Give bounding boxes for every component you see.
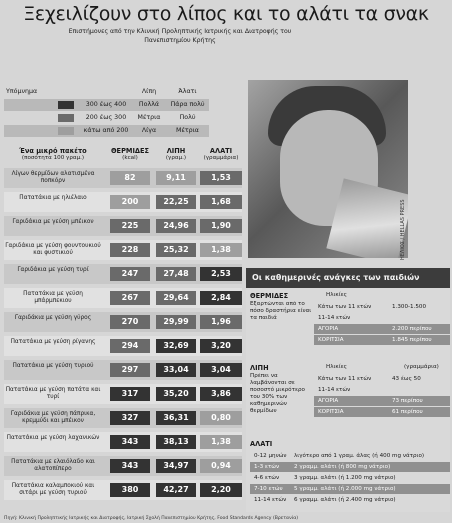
header-salt-title: ΑΛΑΤΙ <box>209 147 233 155</box>
table-row <box>4 360 242 380</box>
needs-line-label: ΑΓΟΡΙΑ <box>318 326 339 332</box>
needs-calories-line <box>314 324 450 334</box>
snack-name: Λίγων θερμίδων αλατισμένα ποπκόρν <box>11 171 95 184</box>
fat-value: 29,99 <box>156 315 196 329</box>
needs-salt-title: ΑΛΑΤΙ <box>250 440 273 448</box>
needs-line-value: 6 γραμμ. αλάτι (ή 2.400 mg νάτριο) <box>294 497 396 503</box>
legend-salt-header: Άλατι <box>178 88 197 95</box>
fat-value: 35,20 <box>156 387 196 401</box>
needs-line-label: ΑΓΟΡΙΑ <box>318 398 339 404</box>
legend-fat-header: Λίπη <box>141 88 157 95</box>
calories-value: 343 <box>110 459 150 473</box>
table-row <box>4 288 242 308</box>
calories-value: 270 <box>110 315 150 329</box>
needs-line-value: 73 περίπου <box>392 398 423 404</box>
header-item <box>4 144 102 166</box>
needs-line-value: 2 γραμμ. αλάτι (ή 800 mg νάτριο) <box>294 464 391 470</box>
needs-line-value: 43 έως 50 <box>392 376 421 382</box>
intro-line: Πανεπιστημίου Κρήτης <box>144 36 216 44</box>
table-row <box>4 312 242 332</box>
needs-fat-section <box>246 364 450 436</box>
needs-line-label: ΚΟΡΙΤΣΙΑ <box>318 337 344 343</box>
salt-value: 1,96 <box>200 315 242 329</box>
salt-value: 0,80 <box>200 411 242 425</box>
needs-salt-section <box>246 440 450 510</box>
header-salt <box>200 144 242 166</box>
needs-line-label: 1-3 ετών <box>254 464 280 470</box>
snack-name: Γαριδάκια με γεύση πάπρικα, κρεμμύδι και μπέικον <box>10 411 96 424</box>
needs-line-value: 5 γραμμ. αλάτι (ή 2.000 mg νάτριο) <box>294 486 396 492</box>
snack-name: Γαριδάκια με γεύση τυρί <box>17 267 89 273</box>
daily-needs-panel <box>246 268 450 512</box>
needs-fat-line <box>314 407 450 417</box>
needs-line-label: ΚΟΡΙΤΣΙΑ <box>318 409 344 415</box>
snack-name: Πατατάκια με ελαιόλαδο και αλατοπίπερο <box>11 459 95 472</box>
table-row <box>4 216 242 236</box>
legend-swatch <box>58 127 74 135</box>
fat-value: 32,69 <box>156 339 196 353</box>
photo-credit: ΗΕΛΙΟΣ / HELLAS PRESS <box>400 199 406 260</box>
legend <box>4 86 209 138</box>
needs-fat-age-head: Ηλικίες <box>326 364 347 370</box>
legend-fat: Μέτρια <box>137 114 161 121</box>
legend-salt: Μέτρια <box>176 127 199 134</box>
header-fat-title: ΛΙΠΗ <box>166 147 186 155</box>
header-fat <box>156 144 196 166</box>
calories-value: 200 <box>110 195 150 209</box>
fat-value: 24,96 <box>156 219 196 233</box>
legend-swatch <box>58 101 74 109</box>
table-row <box>4 456 242 476</box>
needs-calories-line <box>314 313 450 323</box>
fat-value: 33,04 <box>156 363 196 377</box>
snack-name: Πατατάκια με ηλιέλαιο <box>19 195 87 201</box>
calories-value: 380 <box>110 483 150 497</box>
calories-value: 294 <box>110 339 150 353</box>
needs-line-value: 2.200 περίπου <box>392 326 432 332</box>
needs-calories-section <box>246 292 450 362</box>
needs-salt-line <box>250 495 450 505</box>
legend-salt: Πάρα πολύ <box>170 101 205 108</box>
needs-salt-line <box>250 451 450 461</box>
needs-line-label: 11-14 ετών <box>254 497 287 503</box>
header-salt-unit: (γραμμάρια) <box>203 155 239 161</box>
salt-value: 2,53 <box>200 267 242 281</box>
table-row <box>4 192 242 212</box>
fat-value: 25,32 <box>156 243 196 257</box>
needs-fat-desc: Πρέπει να λαμβάνονται σε ποσοστό μικρότερο του 30% των καθημερινών θερμίδων <box>250 373 305 414</box>
needs-line-label: 11-14 ετών <box>318 315 351 321</box>
legend-row <box>4 125 209 137</box>
table-row <box>4 240 242 260</box>
snack-name: Γαριδάκια με γεύση γύρος <box>14 315 92 321</box>
needs-calories-desc: Εξαρτώνται από το πόσο δραστήρια είναι τα παιδιά <box>250 301 312 321</box>
table-row <box>4 432 242 452</box>
header-calories-unit: (kcal) <box>122 155 138 161</box>
needs-calories-line <box>314 302 450 312</box>
needs-line-label: 0-12 μηνών <box>254 453 287 459</box>
salt-value: 0,94 <box>200 459 242 473</box>
snack-name: Πατατάκια με γεύση μπάρμπεκιου <box>23 291 83 304</box>
needs-calories-age-head: Ηλικίες <box>326 292 347 298</box>
calories-value: 267 <box>110 291 150 305</box>
needs-fat-title: ΛΙΠΗ <box>250 364 269 372</box>
fat-value: 9,11 <box>156 171 196 185</box>
table-row <box>4 480 242 500</box>
table-row <box>4 336 242 356</box>
fat-value: 38,13 <box>156 435 196 449</box>
calories-value: 82 <box>110 171 150 185</box>
legend-salt: Πολύ <box>179 114 196 121</box>
legend-title: Υπόμνημα <box>6 88 38 95</box>
salt-value: 2,84 <box>200 291 242 305</box>
legend-header <box>4 86 209 98</box>
needs-line-value: λιγότερο από 1 γραμ. άλας (ή 400 mg νάτριο) <box>294 453 425 459</box>
calories-value: 343 <box>110 435 150 449</box>
legend-row <box>4 99 209 111</box>
needs-fat-unit-head: (γραμμάρια) <box>404 364 439 370</box>
needs-fat-line <box>314 374 450 384</box>
needs-fat-line <box>314 396 450 406</box>
needs-salt-line <box>250 484 450 494</box>
salt-value: 1,38 <box>200 435 242 449</box>
salt-value: 3,04 <box>200 363 242 377</box>
fat-value: 34,97 <box>156 459 196 473</box>
legend-calories: 300 έως 400 <box>85 101 127 108</box>
salt-value: 3,20 <box>200 339 242 353</box>
intro-paragraph <box>55 28 305 78</box>
header-item-sub: (ποσότητα 100 γραμ.) <box>21 155 85 161</box>
needs-line-value: 3 γραμμ. αλάτι (ή 1.200 mg νάτριο) <box>294 475 396 481</box>
calories-value: 225 <box>110 219 150 233</box>
snack-name: Πατατάκια με γεύση πατάτα και τυρί <box>5 387 101 400</box>
needs-line-value: 61 περίπου <box>392 409 423 415</box>
calories-value: 327 <box>110 411 150 425</box>
legend-calories: 200 έως 300 <box>85 114 127 121</box>
snack-nutrition-table <box>4 144 242 512</box>
snack-name: Πατατάκια καλαμποκιού και σιτάρι με γεύση τυριού <box>11 483 95 496</box>
needs-fat-line <box>314 385 450 395</box>
needs-line-value: 1.300-1.500 <box>392 304 427 310</box>
legend-row <box>4 112 209 124</box>
fat-value: 29,64 <box>156 291 196 305</box>
needs-line-label: Κάτω των 11 ετών <box>318 376 372 382</box>
table-row <box>4 384 242 404</box>
headline: Ξεχειλίζουν στο λίπος και το αλάτι τα σνακ <box>23 3 429 25</box>
needs-title: Οι καθημερινές ανάγκες των παιδιών <box>246 268 450 288</box>
fat-value: 27,48 <box>156 267 196 281</box>
fat-value: 36,31 <box>156 411 196 425</box>
fat-value: 22,25 <box>156 195 196 209</box>
table-header <box>4 144 242 166</box>
snack-name: Πατατάκια με γεύση ρίγανης <box>10 339 96 345</box>
table-row <box>4 168 242 188</box>
salt-value: 1,38 <box>200 243 242 257</box>
calories-value: 297 <box>110 363 150 377</box>
calories-value: 317 <box>110 387 150 401</box>
table-row <box>4 264 242 284</box>
table-row <box>4 408 242 428</box>
legend-calories: κάτω από 200 <box>83 127 129 134</box>
needs-calories-title: ΘΕΡΜΙΔΕΣ <box>250 292 289 300</box>
legend-fat: Πολλά <box>138 101 160 108</box>
snack-name: Πατατάκια με γεύση τυριού <box>12 363 94 369</box>
photo-boy-eating-chips <box>248 80 408 258</box>
needs-line-label: 11-14 ετών <box>318 387 351 393</box>
salt-value: 1,68 <box>200 195 242 209</box>
needs-line-label: Κάτω των 11 ετών <box>318 304 372 310</box>
snack-name: Γαριδάκια με γεύση μπέικον <box>12 219 94 225</box>
salt-value: 1,53 <box>200 171 242 185</box>
salt-value: 1,90 <box>200 219 242 233</box>
legend-swatch <box>58 114 74 122</box>
needs-salt-line <box>250 473 450 483</box>
snack-name: Γαριδάκια με γεύση φουντουκιού και φυστικιού <box>5 243 101 256</box>
needs-salt-line <box>250 462 450 472</box>
source-note: Πηγή: Κλινική Προληπτικής Ιατρικής και Διατροφής, Ιατρική Σχολή Πανεπιστημίου Κρήτης, Food Standards Agency (Βρετανία) <box>4 516 299 521</box>
salt-value: 3,86 <box>200 387 242 401</box>
snack-name: Πατατάκια με γεύση λαχανικών <box>6 435 100 441</box>
fat-value: 42,27 <box>156 483 196 497</box>
header-calories-title: ΘΕΡΜΙΔΕΣ <box>110 147 150 155</box>
intro-line: Επιστήμονες από την Κλινική Προληπτικής Ιατρικής και Διατροφής του <box>68 28 292 35</box>
needs-line-label: 7-10 ετών <box>254 486 283 492</box>
needs-calories-line <box>314 335 450 345</box>
salt-value: 2,20 <box>200 483 242 497</box>
calories-value: 228 <box>110 243 150 257</box>
calories-value: 247 <box>110 267 150 281</box>
needs-line-label: 4-6 ετών <box>254 475 280 481</box>
header-item-title: Ένα μικρό πακέτο <box>19 147 87 155</box>
header-fat-unit: (γραμ.) <box>165 155 187 161</box>
header-calories <box>110 144 150 166</box>
needs-line-value: 1.845 περίπου <box>392 337 432 343</box>
legend-fat: Λίγα <box>141 127 157 134</box>
